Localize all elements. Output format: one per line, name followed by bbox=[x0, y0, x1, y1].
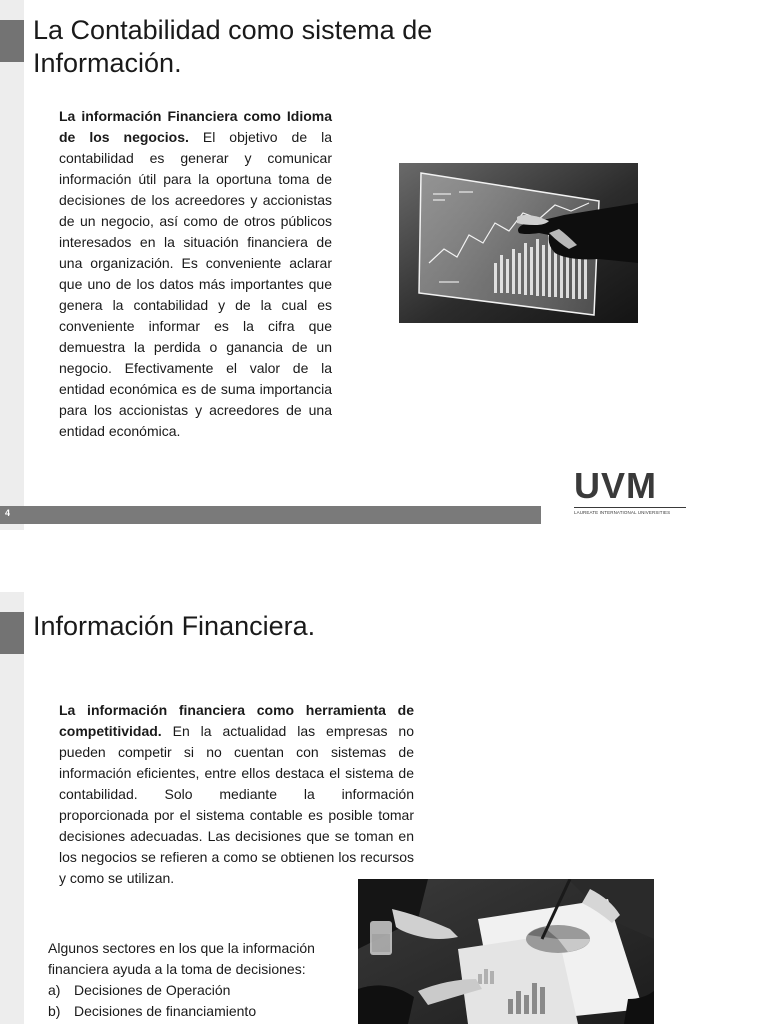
slide-body bbox=[59, 700, 414, 889]
list-label: Decisiones de Operación bbox=[74, 982, 231, 998]
body-text: En la actualidad las empresas no pueden competir si no cuentan con sistemas de información eficientes, entre ellos destaca el sistema de contabilidad. Solo mediante la información proporcionada por el sistema contable es posible tomar decisiones adecuadas. Las decisiones que se toman en los negocios se refieren a como se obtienen los recursos y como se utilizan. bbox=[59, 723, 414, 886]
side-bar bbox=[0, 592, 24, 1024]
side-bar bbox=[0, 0, 24, 530]
sectors-list bbox=[48, 980, 348, 1022]
logo-letters: UVM bbox=[574, 465, 657, 506]
logo-tagline: LAUREATE INTERNATIONAL UNIVERSITIES bbox=[574, 510, 671, 515]
slide-gap bbox=[0, 530, 768, 592]
footer-bar bbox=[0, 506, 541, 524]
logo-divider bbox=[574, 507, 686, 508]
slide-title: La Contabilidad como sistema de Información. bbox=[33, 15, 433, 78]
page-number: 4 bbox=[5, 508, 11, 518]
slide-title: Información Financiera. bbox=[33, 611, 316, 641]
uvm-logo bbox=[574, 465, 690, 520]
body-lead: La información financiera como herramienta de competitividad. bbox=[59, 702, 414, 739]
side-tab bbox=[0, 612, 24, 654]
list-item bbox=[48, 1001, 348, 1022]
financial-chart-photo bbox=[399, 163, 638, 323]
list-marker: b) bbox=[48, 1003, 61, 1019]
sectors-intro: Algunos sectores en los que la información financiera ayuda a la toma de decisiones: bbox=[48, 940, 315, 977]
sectors-block bbox=[48, 938, 348, 1022]
side-tab bbox=[0, 20, 24, 62]
list-marker: a) bbox=[48, 982, 61, 998]
slide-2 bbox=[0, 592, 768, 1024]
list-label: Decisiones de financiamiento bbox=[74, 1003, 257, 1019]
body-lead: La información Financiera como Idioma de los negocios. bbox=[59, 108, 332, 145]
business-meeting-photo bbox=[358, 879, 654, 1024]
slide-body bbox=[59, 106, 332, 442]
list-item bbox=[48, 980, 348, 1001]
body-text: El objetivo de la contabilidad es generar y comunicar información útil para la oportuna toma de decisiones de los acreedores y accionistas de un negocio, así como de otros públicos interesados en la situación financiera de una organización. Es conveniente aclarar que uno de los datos más importantes que genera la contabilidad y de la cual es conveniente informar es la cifra que demuestra la perdida o ganancia de un negocio. Efectivamente el valor de la entidad económica es de suma importancia para los accionistas y acreedores de una entidad económica. bbox=[59, 129, 332, 439]
